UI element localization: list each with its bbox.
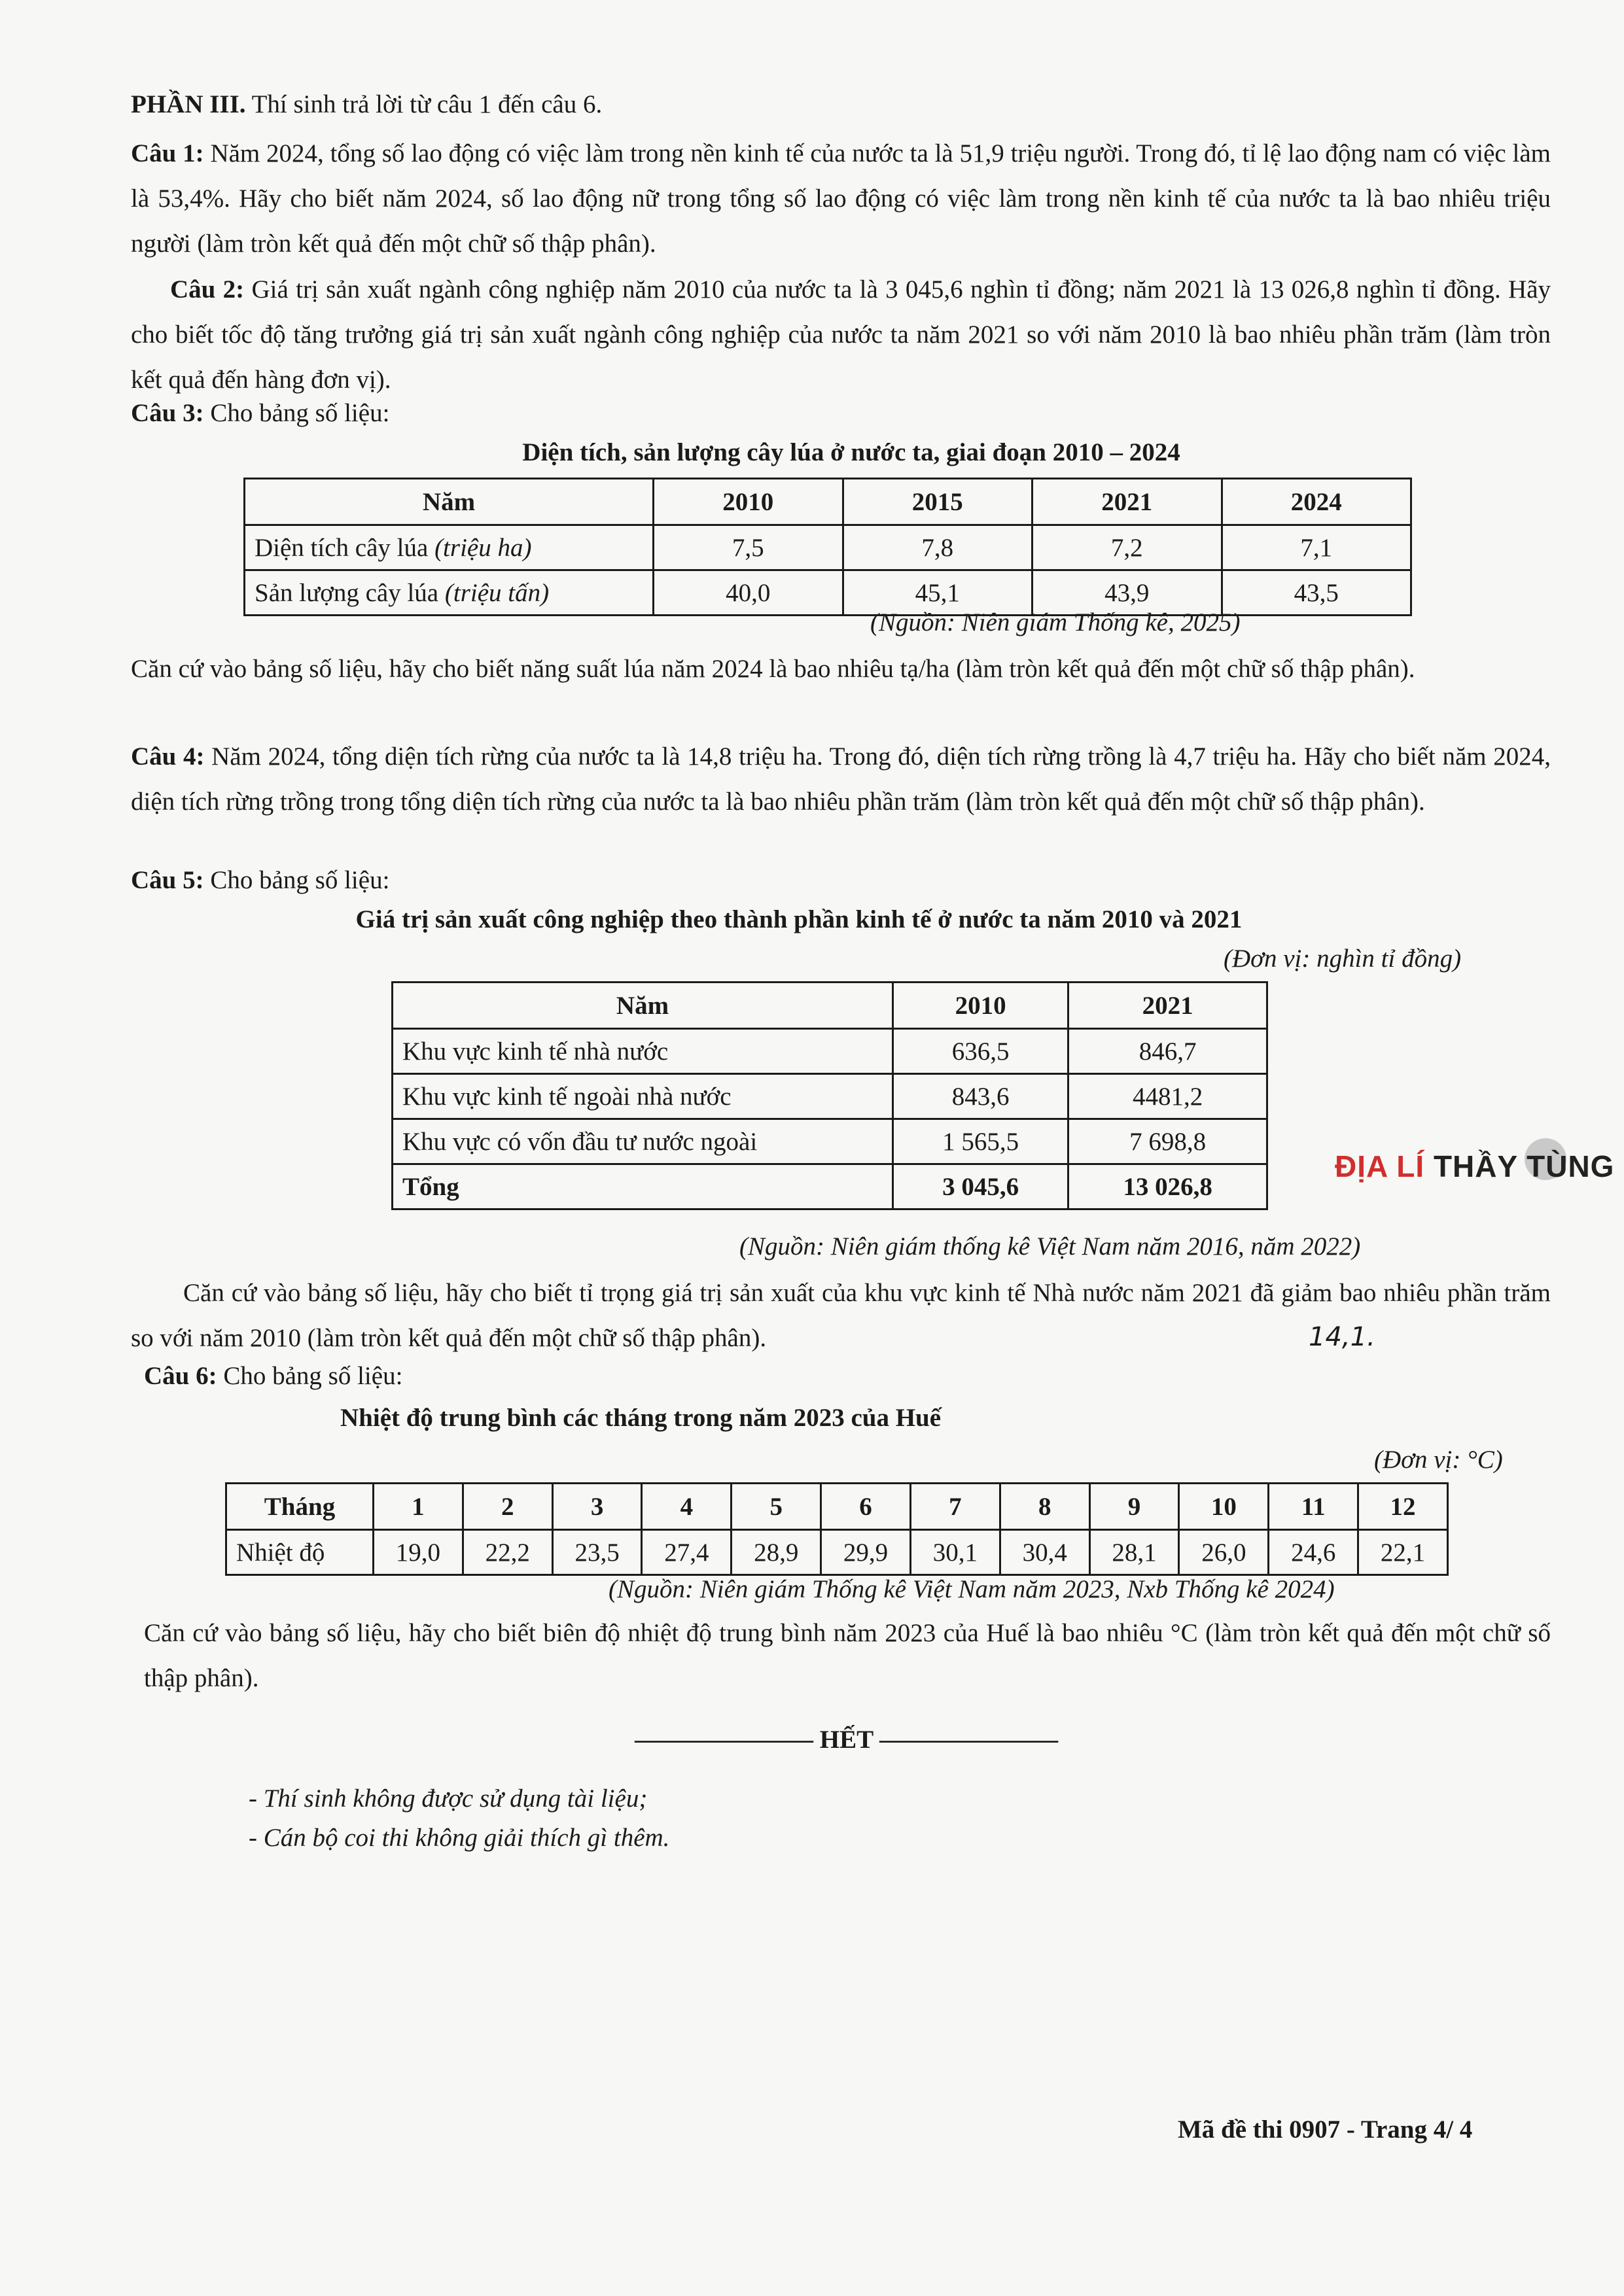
table-total-row xyxy=(393,1164,1267,1209)
q2-text: Giá trị sản xuất ngành công nghiệp năm 2010 của nước ta là 3 045,6 nghìn tỉ đồng; năm 2021 là 13 026,8 nghìn tỉ đồng. Hãy cho biết tốc độ tăng trưởng giá trị sản xuất ngành công nghiệp của nước ta năm 2021 so với năm 2010 là bao nhiêu phần trăm (làm tròn kết quả đến hàng đơn vị). xyxy=(131,275,1551,394)
header-cell: 6 xyxy=(821,1484,911,1530)
table-cell: 43,5 xyxy=(1222,570,1411,616)
table-cell: 30,4 xyxy=(1000,1530,1089,1575)
header-cell: Năm xyxy=(245,479,654,525)
part-label: PHẦN III. xyxy=(131,90,246,118)
table-cell: 45,1 xyxy=(843,570,1033,616)
end-rule-right: ——————— xyxy=(879,1726,1059,1754)
question-2 xyxy=(131,267,1551,402)
header-cell: 8 xyxy=(1000,1484,1089,1530)
q3-intro: Cho bảng số liệu: xyxy=(210,399,390,427)
q4-label: Câu 4: xyxy=(131,742,205,771)
table-cell: 29,9 xyxy=(821,1530,911,1575)
q6-label: Câu 6: xyxy=(144,1362,217,1390)
handwritten-answer: 14,1. xyxy=(1309,1322,1375,1352)
header-cell: 5 xyxy=(732,1484,821,1530)
row-label-text: Diện tích cây lúa xyxy=(255,533,435,562)
table-cell: 27,4 xyxy=(642,1530,732,1575)
q1-text: Năm 2024, tổng số lao động có việc làm trong nền kinh tế của nước ta là 51,9 triệu người. Trong đó, tỉ lệ lao động nam có việc làm là 53,4%. Hãy cho biết năm 2024, số lao động nữ trong tổng số lao động có việc làm trong nền kinh tế của nước ta là bao nhiêu triệu người (làm tròn kết quả đến một chữ số thập phân). xyxy=(131,139,1551,258)
q3-label: Câu 3: xyxy=(131,399,204,427)
table-header-row xyxy=(245,479,1411,525)
table-cell: 23,5 xyxy=(552,1530,642,1575)
table-cell: 1 565,5 xyxy=(893,1119,1068,1164)
q6-table-title: Nhiệt độ trung bình các tháng trong năm 2023 của Huế xyxy=(340,1404,942,1432)
table-header-row xyxy=(393,983,1267,1029)
table-cell: 28,9 xyxy=(732,1530,821,1575)
header-cell: 3 xyxy=(552,1484,642,1530)
end-text: HẾT xyxy=(819,1726,874,1754)
table-cell: 7 698,8 xyxy=(1068,1119,1267,1164)
q6-intro: Cho bảng số liệu: xyxy=(223,1362,403,1390)
q6-unit: (Đơn vị: °C) xyxy=(1374,1446,1503,1474)
row-label-text: Sản lượng cây lúa xyxy=(255,578,445,607)
table-cell: 7,5 xyxy=(654,525,843,570)
table-row xyxy=(393,1029,1267,1074)
header-cell: 2010 xyxy=(654,479,843,525)
table-row xyxy=(393,1119,1267,1164)
rice-table xyxy=(243,478,1412,616)
table-cell: 7,2 xyxy=(1033,525,1222,570)
row-label xyxy=(245,570,654,616)
header-cell: 1 xyxy=(374,1484,463,1530)
table-cell: 24,6 xyxy=(1269,1530,1358,1575)
header-cell: 2015 xyxy=(843,479,1033,525)
row-label: Nhiệt độ xyxy=(226,1530,374,1575)
table-cell: 26,0 xyxy=(1179,1530,1269,1575)
table-cell: 7,8 xyxy=(843,525,1033,570)
table-cell: 846,7 xyxy=(1068,1029,1267,1074)
table-cell: 3 045,6 xyxy=(893,1164,1068,1209)
row-label: Tổng xyxy=(393,1164,893,1209)
header-cell: 12 xyxy=(1358,1484,1448,1530)
table-cell: 7,1 xyxy=(1222,525,1411,570)
q5-label: Câu 5: xyxy=(131,866,204,894)
table-cell: 636,5 xyxy=(893,1029,1068,1074)
table-cell: 30,1 xyxy=(910,1530,1000,1575)
header-cell: Năm xyxy=(393,983,893,1029)
q6-question: Căn cứ vào bảng số liệu, hãy cho biết biên độ nhiệt độ trung bình năm 2023 của Huế là bao nhiêu °C (làm tròn kết quả đến một chữ số thập phân). xyxy=(144,1619,1551,1692)
table-row xyxy=(226,1530,1448,1575)
row-label: Khu vực có vốn đầu tư nước ngoài xyxy=(393,1119,893,1164)
table-row xyxy=(245,525,1411,570)
table-cell: 28,1 xyxy=(1089,1530,1179,1575)
header-cell: 2024 xyxy=(1222,479,1411,525)
question-1 xyxy=(131,131,1551,266)
table-row xyxy=(393,1074,1267,1119)
question-3-intro xyxy=(131,400,389,426)
header-cell: Tháng xyxy=(226,1484,374,1530)
q4-text: Năm 2024, tổng diện tích rừng của nước ta là 14,8 triệu ha. Trong đó, diện tích rừng trồng là 4,7 triệu ha. Hãy cho biết năm 2024, diện tích rừng trồng trong tổng diện tích rừng của nước ta là bao nhiêu phần trăm (làm tròn kết quả đến một chữ số thập phân). xyxy=(131,742,1551,816)
q5-intro: Cho bảng số liệu: xyxy=(210,866,390,894)
industry-table xyxy=(391,981,1268,1210)
table-cell: 22,2 xyxy=(463,1530,552,1575)
q1-label: Câu 1: xyxy=(131,139,204,167)
header-cell: 2021 xyxy=(1033,479,1222,525)
table-cell: 19,0 xyxy=(374,1530,463,1575)
q3-source: (Nguồn: Niên giám Thống kê, 2025) xyxy=(870,608,1241,636)
page-footer: Mã đề thi 0907 - Trang 4/ 4 xyxy=(1178,2115,1473,2144)
row-unit: (triệu tấn) xyxy=(444,578,550,607)
question-5-intro xyxy=(131,867,389,893)
q2-label: Câu 2: xyxy=(170,275,245,304)
question-6-intro xyxy=(144,1363,402,1389)
temperature-table xyxy=(225,1482,1449,1576)
header-cell: 4 xyxy=(642,1484,732,1530)
end-rule-left: ——————— xyxy=(635,1726,813,1754)
q5-table-title: Giá trị sản xuất công nghiệp theo thành phần kinh tế ở nước ta năm 2010 và 2021 xyxy=(355,905,1243,933)
part-heading xyxy=(131,92,602,117)
brand-part1: ĐỊA LÍ xyxy=(1335,1149,1434,1183)
q5-source: (Nguồn: Niên giám thống kê Việt Nam năm 2016, năm 2022) xyxy=(739,1232,1361,1261)
row-label: Khu vực kinh tế ngoài nhà nước xyxy=(393,1074,893,1119)
brand-watermark xyxy=(1335,1151,1614,1181)
row-label xyxy=(245,525,654,570)
table-header-row xyxy=(226,1484,1448,1530)
q3-table-title: Diện tích, sản lượng cây lúa ở nước ta, giai đoạn 2010 – 2024 xyxy=(522,438,1180,466)
table-cell: 4481,2 xyxy=(1068,1074,1267,1119)
q5-question: Căn cứ vào bảng số liệu, hãy cho biết tỉ trọng giá trị sản xuất của khu vực kinh tế Nhà nước năm 2021 đã giảm bao nhiêu phần trăm so với năm 2010 (làm tròn kết quả đến một chữ số thập phân). xyxy=(131,1279,1551,1352)
table-cell: 843,6 xyxy=(893,1074,1068,1119)
brand-part2: THẦY TÙNG xyxy=(1433,1149,1615,1183)
header-cell: 2 xyxy=(463,1484,552,1530)
header-cell: 10 xyxy=(1179,1484,1269,1530)
row-unit: (triệu ha) xyxy=(434,533,532,562)
table-cell: 40,0 xyxy=(654,570,843,616)
note-2: - Cán bộ coi thi không giải thích gì thêm. xyxy=(249,1824,670,1852)
row-label: Khu vực kinh tế nhà nước xyxy=(393,1029,893,1074)
header-cell: 11 xyxy=(1269,1484,1358,1530)
question-4 xyxy=(131,734,1551,824)
table-cell: 43,9 xyxy=(1033,570,1222,616)
table-cell: 13 026,8 xyxy=(1068,1164,1267,1209)
q6-source: (Nguồn: Niên giám Thống kê Việt Nam năm 2023, Nxb Thống kê 2024) xyxy=(609,1575,1335,1603)
table-cell: 22,1 xyxy=(1358,1530,1448,1575)
header-cell: 2010 xyxy=(893,983,1068,1029)
header-cell: 9 xyxy=(1089,1484,1179,1530)
end-marker xyxy=(635,1727,1058,1752)
q5-unit: (Đơn vị: nghìn tỉ đồng) xyxy=(1224,945,1462,973)
q3-question: Căn cứ vào bảng số liệu, hãy cho biết năng suất lúa năm 2024 là bao nhiêu tạ/ha (làm tròn kết quả đến một chữ số thập phân). xyxy=(131,655,1415,683)
header-cell: 2021 xyxy=(1068,983,1267,1029)
header-cell: 7 xyxy=(910,1484,1000,1530)
note-1: - Thí sinh không được sử dụng tài liệu; xyxy=(249,1784,648,1813)
part-text: Thí sinh trả lời từ câu 1 đến câu 6. xyxy=(251,90,603,118)
